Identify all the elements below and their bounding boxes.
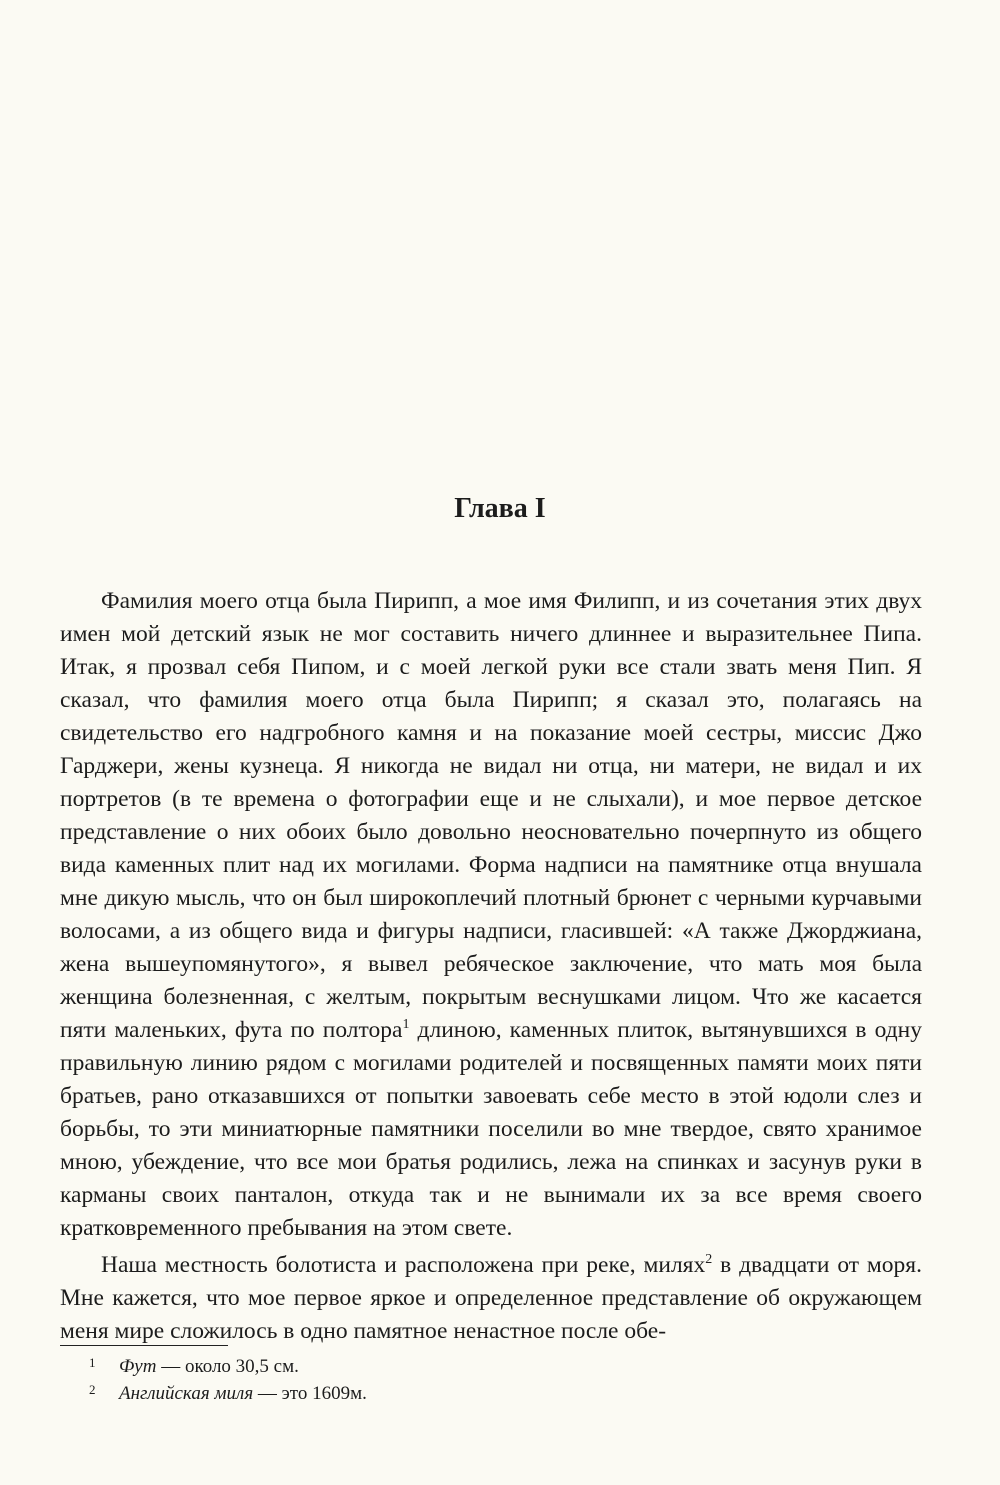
footnotes — [60, 1353, 922, 1407]
chapter-title: Глава I — [454, 493, 546, 524]
footnote-term: Английская миля — [119, 1383, 254, 1404]
footnote-text: — это 1609м. — [253, 1383, 367, 1404]
footnote-ref-1: 1 — [402, 1017, 410, 1033]
chapter-body — [60, 585, 922, 1348]
paragraph-1-text-a: Фамилия моего отца была Пирипп, а мое имя Филипп, и из сочетания этих двух имен мой детский язык не мог составить ничего длиннее и выразительнее Пипа. Итак, я прозвал себя Пипом, и с моей легкой руки все стали звать меня Пип. Я сказал, что фамилия моего отца была Пирипп; я сказал это, полагаясь на свидетельство его надгробного камня и на показание моей сестры, миссис Джо Гарджери, жены кузнеца. Я никогда не видал ни отца, ни матери, не видал и их портретов (в те времена о фотографии еще и не слыхали), и мое первое детское представление о них обоих было довольно неосновательно почерпнуто из общего вида каменных плит над их могилами. Форма надписи на памятнике отца внушала мне дикую мысль, что он был широкоплечий плотный брюнет с черными курчавыми волосами, а из общего вида и фигуры надписи, гласившей: «А также Джорджиана, жена вышеупомянутого», я вывел ребяческое заключение, что мать моя была женщина болезненная, с желтым, покрытым веснушками лицом. Что же касается пяти маленьких, фута по полтора — [60, 588, 922, 1043]
paragraph-2 — [60, 1249, 922, 1348]
paragraph-2-text-b: в двадцати от моря. Мне кажется, что мое первое яркое и определенное представление об окружающем меня мире сложилось в одно памятное ненастное после обе- — [60, 1252, 922, 1344]
paragraph-1 — [60, 585, 922, 1245]
footnote-term: Фут — [119, 1356, 157, 1377]
footnote-1: 1 Фут — около 30,5 см. — [89, 1355, 299, 1377]
paragraph-1-text-b: длиною, каменных плиток, вытянувшихся в одну правильную линию рядом с могилами родителей и посвященных памяти моих пяти братьев, рано отказавшихся от попытки завоевать себе место в этой юдоли слез и борьбы, то эти миниатюрные памятники поселили во мне твердое, свято хранимое мною, убеждение, что все мои братья родились, лежа на спинках и засунув руки в карманы своих панталон, откуда так и не вынимали их за все время своего кратковременного пребывания на этом свете. — [60, 1017, 922, 1241]
paragraph-2-text-a: Наша местность болотиста и расположена при реке, милях — [101, 1252, 706, 1278]
footnote-divider — [60, 1345, 228, 1346]
footnote-ref-2: 2 — [705, 1252, 713, 1268]
footnote-text: — около 30,5 см. — [156, 1356, 299, 1377]
footnote-2: 2 Английская миля — это 1609м. — [89, 1382, 367, 1404]
